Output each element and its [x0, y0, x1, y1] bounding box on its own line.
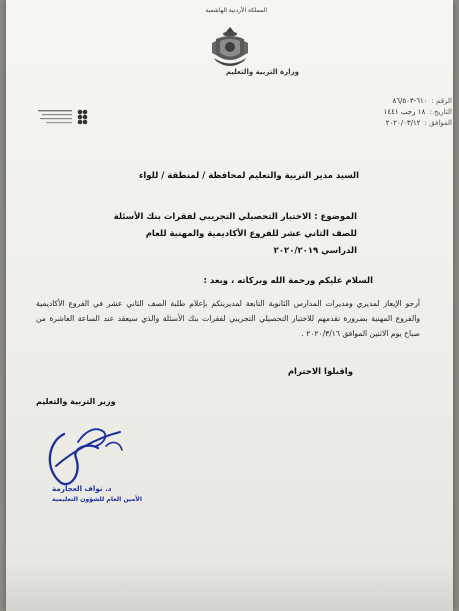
- page-shading: [6, 560, 453, 611]
- reference-date-row: [332, 107, 452, 118]
- jordan-coat-of-arms-icon: [210, 25, 250, 69]
- reference-number-row: [332, 96, 452, 107]
- subject-line-2: للصف الثاني عشر للفروع الأكاديمية والمهنية للعام: [145, 229, 357, 239]
- reference-gregorian-date: ٢٠٢٠/٠٣/١٢: [385, 119, 421, 127]
- reference-block: [332, 96, 452, 129]
- subject-line-1: الموضوع : الاختبار التحصيلي التجريبي لفقرات بنك الأسئلة: [113, 212, 357, 222]
- reference-number-value: ٦١٠-٨٦/٥٠٣: [392, 97, 428, 105]
- closing-line: واقبلوا الاحترام: [287, 367, 353, 377]
- signatory-position: الأمين العام للشؤون التعليمية: [52, 496, 143, 503]
- salutation: السلام عليكم ورحمة الله وبركاته ، وبعد :: [203, 276, 373, 286]
- reference-hijri-date: ١٨ رجب ١٤٤١: [383, 108, 426, 116]
- ministry-logo-icon: [34, 104, 90, 132]
- body-paragraph: أرجو الإيعاز لمديري ومديرات المدارس الثانوية التابعة لمديريتكم بإعلام طلبة الصف الثاني عشر في الفروع الأكاديمية والفروع المهنية بضرورة تقدمهم للاختبار التحصيلي التجريبي لفقرات بنك الأسئلة والذي سيعقد عند الساعة العاشرة من صباح يوم الاثنين الموافق ٢٠٢٠/٣/١٦ .: [36, 299, 420, 338]
- reference-date-label: التاريخ :: [429, 108, 452, 116]
- minister-title: وزير التربية والتعليم: [36, 397, 116, 406]
- header-script: المملكة الأردنية الهاشمية: [205, 7, 267, 14]
- addressee: السيد مدير التربية والتعليم لمحافظة / لمنطقة / للواء: [139, 171, 359, 181]
- subject-line-3: الدراسي ٢٠٢٠/٢٠١٩: [273, 246, 357, 256]
- reference-number-label: الرقم :: [431, 97, 452, 105]
- reference-gregorian-row: [332, 118, 452, 129]
- ministry-name: وزارة التربية والتعليم: [225, 68, 299, 76]
- subject-block: [97, 209, 357, 260]
- signatory-name: د. نواف العجارمة: [52, 484, 112, 493]
- letter-paper: [6, 0, 453, 611]
- reference-equivalent-label: الموافق :: [424, 119, 452, 127]
